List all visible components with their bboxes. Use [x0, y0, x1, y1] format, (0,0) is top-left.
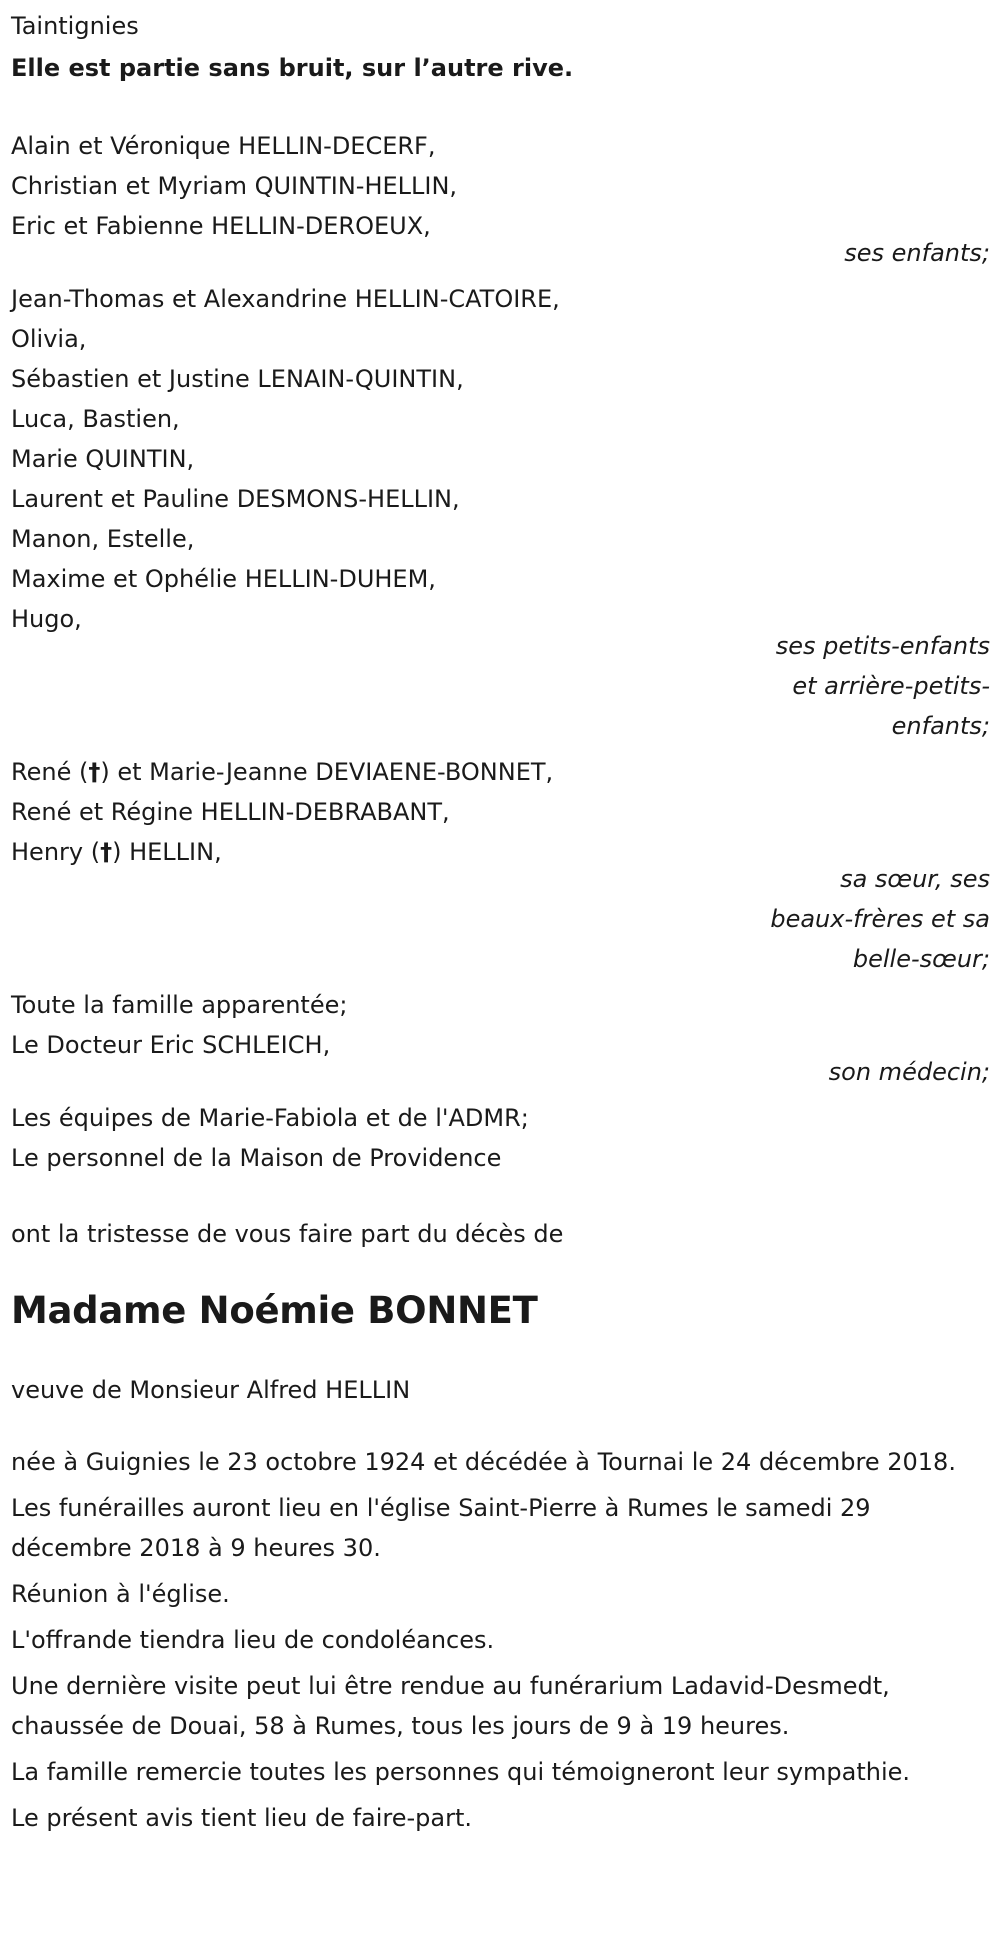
dagger-icon: †	[88, 758, 101, 786]
team-line: Les équipes de Marie-Fabiola et de l'ADMR;	[11, 1104, 529, 1132]
family-name-line: Manon, Estelle,	[11, 525, 195, 553]
children-section	[11, 126, 990, 273]
deceased-name: Madame Noémie BONNET	[11, 1289, 538, 1332]
name-text: Henry (	[11, 838, 101, 866]
widow-of-line: veuve de Monsieur Alfred HELLIN	[11, 1376, 411, 1404]
relation-label: son médecin;	[828, 1058, 990, 1086]
relation-label: ses petits-enfants et arrière-petits-enfants;	[775, 632, 990, 740]
name-text: ) HELLIN,	[112, 838, 222, 866]
name-text: René et Régine HELLIN-DEBRABANT,	[11, 798, 450, 826]
visit-info: Une dernière visite peut lui être rendue au funérarium Ladavid-Desmedt, chaussée de Douai, 58 à Rumes, tous les jours de 9 à 19 heures.	[11, 1672, 890, 1740]
dagger-icon: †	[100, 838, 113, 866]
siblings-section	[11, 752, 990, 979]
family-name-line: Luca, Bastien,	[11, 405, 180, 433]
meeting-info: Réunion à l'église.	[11, 1580, 230, 1608]
funeral-details	[11, 1442, 990, 1838]
funeral-info: Les funérailles auront lieu en l'église Saint-Pierre à Rumes le samedi 29 décembre 2018 à 9 heures 30.	[11, 1494, 871, 1562]
family-name-line: Christian et Myriam QUINTIN-HELLIN,	[11, 172, 458, 200]
name-text: ) et Marie-Jeanne DEVIAENE-BONNET,	[100, 758, 554, 786]
relation-label: ses enfants;	[844, 239, 990, 267]
family-name-line: Alain et Véronique HELLIN-DECERF,	[11, 132, 436, 160]
offering-info: L'offrande tiendra lieu de condoléances.	[11, 1626, 495, 1654]
relation-label: sa sœur, ses beaux-frères et sa belle-sœur;	[770, 865, 990, 973]
family-name-line: Sébastien et Justine LENAIN-QUINTIN,	[11, 365, 464, 393]
doctor-name: Le Docteur Eric SCHLEICH,	[11, 1031, 331, 1059]
tagline: Elle est partie sans bruit, sur l’autre rive.	[11, 54, 574, 82]
relatives-line: Toute la famille apparentée;	[11, 991, 348, 1019]
family-name-line: Marie QUINTIN,	[11, 445, 195, 473]
city-label: Taintignies	[11, 12, 139, 40]
family-name-line: Jean-Thomas et Alexandrine HELLIN-CATOIRE,	[11, 285, 560, 313]
care-teams-section	[11, 1098, 990, 1178]
team-line: Le personnel de la Maison de Providence	[11, 1144, 502, 1172]
obituary-notice	[0, 6, 1000, 1838]
family-name-line	[11, 752, 990, 792]
family-name-line: Eric et Fabienne HELLIN-DEROEUX,	[11, 212, 431, 240]
spacer	[11, 88, 990, 126]
notice-info: Le présent avis tient lieu de faire-part.	[11, 1804, 473, 1832]
thanks-info: La famille remercie toutes les personnes qui témoigneront leur sympathie.	[11, 1758, 911, 1786]
family-name-line: Hugo,	[11, 605, 82, 633]
announcement-intro: ont la tristesse de vous faire part du décès de	[11, 1220, 564, 1248]
birth-death-info: née à Guignies le 23 octobre 1924 et décédée à Tournai le 24 décembre 2018.	[11, 1448, 956, 1476]
family-name-line: Olivia,	[11, 325, 87, 353]
relatives-doctor-section	[11, 985, 990, 1092]
family-name-line	[11, 792, 990, 832]
family-name-line: Maxime et Ophélie HELLIN-DUHEM,	[11, 565, 436, 593]
grandchildren-section	[11, 279, 990, 746]
family-name-line: Laurent et Pauline DESMONS-HELLIN,	[11, 485, 460, 513]
name-text: René (	[11, 758, 89, 786]
